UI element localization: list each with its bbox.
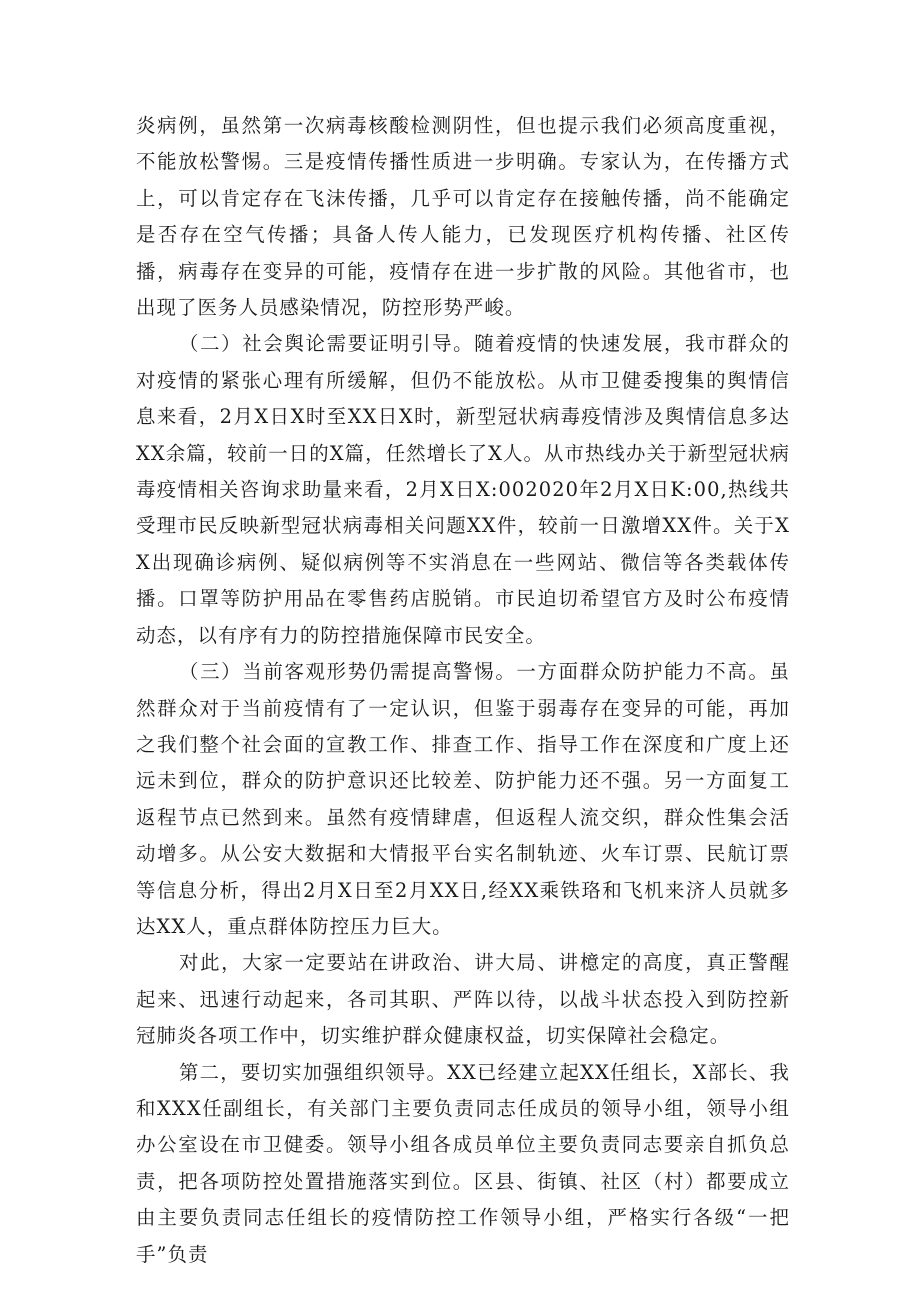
paragraph-5: 第二，要切实加强组织领导。XX已经建立起XX任组长，X部长、我和XXX任副组长，有关部门主要负责同志任成员的领导小组，领导小组办公室设在市卫健委。领导小组各成员单位主要负责同志要亲自抓负总责，把各项防控处置措施落实到位。区县、街镇、社区（村）都要成立由主要负责同志任组长的疫情防控工作领导小组，严格实行各级“一把手”负责 bbox=[136, 1060, 790, 1266]
document-body bbox=[136, 108, 790, 1273]
paragraph-2: （二）社会舆论需要证明引导。随着疫情的快速发展，我市群众的对疫情的紧张心理有所缓解，但仍不能放松。从市卫健委搜集的舆情信息来看，2月X日X时至XX日X时，新型冠状病毒疫情涉及舆情信息多达XX余篇，较前一日的X篇，任然增长了X人。从市热线办关于新型冠状病毒疫情相关咨询求助量来看，2月X日X:002020年2月X日K:00,热线共受理市民反映新型冠状病毒相关问题XX件，较前一日激增XX件。关于XX出现确诊病例、疑似病例等不实消息在一些网站、微信等各类载体传播。口罩等防护用品在零售药店脱销。市民迫切希望官方及时公布疫情动态，以有序有力的防控措施保障市民安全。 bbox=[136, 332, 790, 647]
paragraph-3: （三）当前客观形势仍需提高警惕。一方面群众防护能力不高。虽然群众对于当前疫情有了一定认识，但鉴于弱毒存在变异的可能，再加之我们整个社会面的宣教工作、排查工作、指导工作在深度和广度上还远未到位，群众的防护意识还比较差、防护能力还不强。另一方面复工返程节点已然到来。虽然有疫情肆虐，但返程人流交织，群众性集会活动增多。从公安大数据和大情报平台实名制轨迹、火车订票、民航订票等信息分析，得出2月X日至2月XX日,经XX乘铁珞和飞机来济人员就多达XX人，重点群体防控压力巨大。 bbox=[136, 660, 790, 938]
paragraph-1: 炎病例，虽然第一次病毒核酸检测阴性，但也提示我们必须高度重视，不能放松警惕。三是疫情传播性质进一步明确。专家认为，在传播方式上，可以肯定存在飞沫传播，几乎可以肯定存在接触传播，尚不能确定是否存在空气传播；具备人传人能力，已发现医疗机构传播、社区传播，病毒存在变异的可能，疫情存在进一步扩散的风险。其他省市，也出现了医务人员感染情况，防控形势严峻。 bbox=[136, 114, 790, 320]
paragraph-4: 对此，大家一定要站在讲政治、讲大局、讲檍定的高度，真正警醒起来、迅速行动起来，各司其职、严阵以待，以战斗状态投入到防控新冠肺炎各项工作中，切实维护群众健康权益，切实保障社会稳定。 bbox=[136, 951, 790, 1048]
